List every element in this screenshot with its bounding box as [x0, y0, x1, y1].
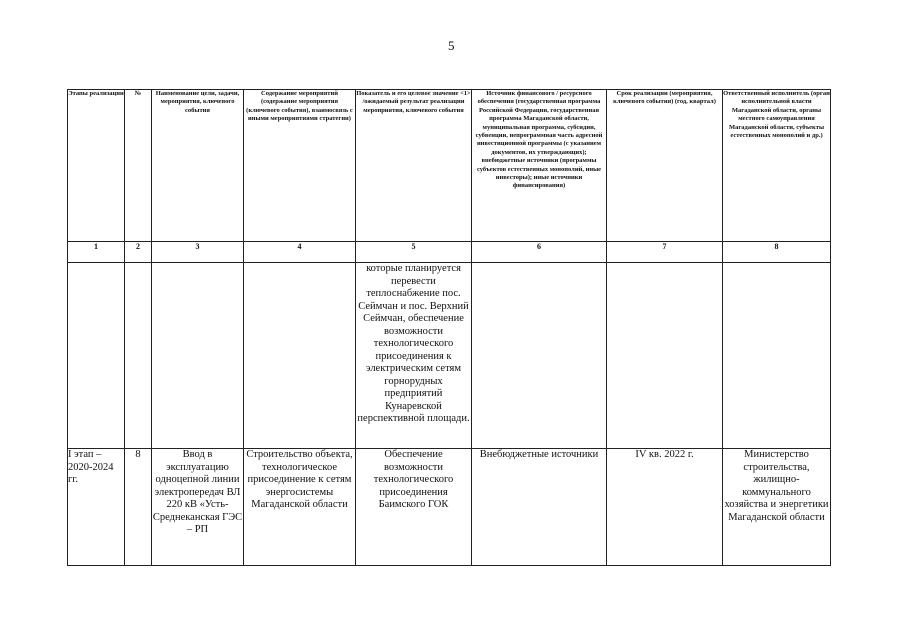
empty-cell	[244, 263, 356, 449]
page-number: 5	[448, 38, 455, 53]
header-source: Источник финансового / ресурсного обеспечения (государственная программа Российской Федерации, государственная программа Магаданской области, муниципальная программа, субсидии, субвенции, непрограммная часть адресной инвестиционной программы (с указанием документов, их утверждающих); внебюджетные источники (программы субъектов естественных монополий, иные инвесторы); иные источники финансирования)	[472, 90, 607, 242]
continuation-row	[68, 263, 831, 449]
empty-cell	[152, 263, 244, 449]
strategy-table	[67, 89, 831, 566]
column-number: 8	[723, 242, 831, 263]
table-row	[68, 449, 831, 566]
empty-cell	[68, 263, 125, 449]
term-cell: IV кв. 2022 г.	[607, 449, 723, 566]
empty-cell	[472, 263, 607, 449]
empty-cell	[125, 263, 152, 449]
continuation-indicator-text: которые планируется перевести теплоснабжение пос. Сеймчан и пос. Верхний Сеймчан, обеспечение возможности технологического присоединения к электрическим сетям горнорудных предприятий Кунаревской перспективной площади.	[356, 263, 472, 449]
column-number: 1	[68, 242, 125, 263]
stage-cell: I этап – 2020-2024 гг.	[68, 449, 125, 566]
table-header-row	[68, 90, 831, 242]
header-indicator: Показатель и его целевое значение <1> /ожидаемый результат реализации мероприятия, ключевого события	[356, 90, 472, 242]
header-number: №	[125, 90, 152, 242]
funding-source-cell: Внебюджетные источники	[472, 449, 607, 566]
column-number: 2	[125, 242, 152, 263]
header-name: Наименование цели, задачи, мероприятия, ключевого события	[152, 90, 244, 242]
column-number: 6	[472, 242, 607, 263]
column-number: 7	[607, 242, 723, 263]
column-number: 3	[152, 242, 244, 263]
event-name-cell: Ввод в эксплуатацию одноцепной линии электропередач ВЛ 220 кВ «Усть-Среднеканская ГЭС – РП	[152, 449, 244, 566]
indicator-cell: Обеспечение возможности технологического присоединения Баимского ГОК	[356, 449, 472, 566]
row-number-cell: 8	[125, 449, 152, 566]
empty-cell	[607, 263, 723, 449]
event-content-cell: Строительство объекта, технологическое присоединение к сетям энергосистемы Магаданской области	[244, 449, 356, 566]
header-content: Содержание мероприятий (содержание мероприятия (ключевого события), взаимосвязь с иными мероприятиями стратегии)	[244, 90, 356, 242]
column-number-row	[68, 242, 831, 263]
header-executor: Ответственный исполнитель (орган исполнительной власти Магаданской области, органы местного самоуправления Магаданской области, субъекты естественных монополий и др.)	[723, 90, 831, 242]
column-number: 4	[244, 242, 356, 263]
header-stage: Этапы реализации	[68, 90, 125, 242]
column-number: 5	[356, 242, 472, 263]
header-term: Срок реализации (мероприятия, ключевого события) (год, квартал)	[607, 90, 723, 242]
empty-cell	[723, 263, 831, 449]
executor-cell: Министерство строительства, жилищно-коммунального хозяйства и энергетики Магаданской области	[723, 449, 831, 566]
